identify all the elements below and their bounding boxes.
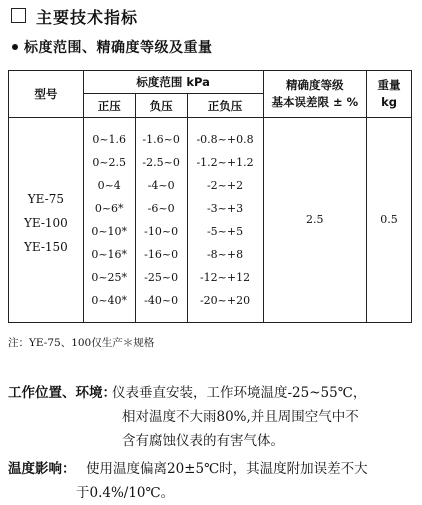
header-weight [367,71,412,118]
compound-range: -12~+12 [199,271,251,285]
negative-cell [135,118,187,323]
negative-range: -16~0 [144,248,179,262]
positive-cell [83,118,135,323]
header-weight-line1: 重量 [377,78,401,92]
negative-range: -1.6~0 [142,132,180,146]
positive-range: 0~40* [91,294,128,308]
work-label: 工作位置、环境： [8,385,116,401]
compound-list [188,128,263,313]
work-line1: 仪表垂直安装，工作环境温度-25~55℃， [112,385,367,401]
weight-value: 0.5 [367,118,412,323]
positive-range: 0~4 [97,178,121,192]
positive-range: 0~25* [91,271,128,285]
model-cell [9,118,84,323]
negative-range: -25~0 [144,271,179,285]
negative-range: -6~0 [147,201,175,215]
positive-range: 0~1.6 [92,132,127,146]
compound-range: -3~+3 [206,201,244,215]
header-weight-line2: kg [381,95,397,109]
compound-range: -0.8~+0.8 [196,132,254,146]
compound-range: -1.2~+1.2 [196,155,254,169]
negative-range: -10~0 [144,225,179,238]
temp-line1: 使用温度偏离20±5℃时，其温度附加误差不大 [86,461,368,477]
negative-range: -2.5~0 [142,155,180,169]
model-name: YE-75 [27,192,64,206]
header-negative: 负压 [135,94,187,118]
model-name: YE-150 [23,240,68,254]
model-list [9,181,83,259]
note: 注：YE-75、100仅生产＊规格 [8,337,155,349]
header-model: 型号 [9,71,84,118]
bullet-icon [12,44,18,50]
compound-cell [187,118,263,323]
compound-range: -2~+2 [206,178,244,192]
positive-range: 0~2.5 [92,155,127,169]
section-heading: 主要技术指标 [36,8,139,27]
compound-range: -20~+20 [199,294,251,308]
positive-range: 0~16* [91,248,128,262]
positive-list [84,128,135,313]
work-line2: 相对温度不大雨80%,并且周围空气中不 [122,409,359,425]
checkbox-icon[interactable] [11,8,26,23]
accuracy-value: 2.5 [263,118,367,323]
header-positive: 正压 [83,94,135,118]
compound-range: -5~+5 [206,225,244,238]
negative-list [136,128,187,313]
temp-line2: 于0.4%/10℃。 [76,485,175,501]
header-compound: 正负压 [187,94,263,118]
model-name: YE-100 [23,216,68,230]
subsection-heading: 标度范围、精确度等级及重量 [24,40,213,56]
header-accuracy [263,71,367,118]
header-accuracy-line1: 精确度等级 [286,78,344,92]
negative-range: -40~0 [144,294,179,308]
header-range: 标度范围 kPa [83,71,263,94]
header-accuracy-line2: 基本误差限 ± % [271,95,359,109]
negative-range: -4~0 [147,178,175,192]
positive-range: 0~10* [91,225,128,238]
positive-range: 0~6* [94,201,124,215]
spec-table [8,70,412,323]
compound-range: -8~+8 [206,248,244,262]
work-line3: 含有腐蚀仪表的有害气体。 [122,433,284,449]
temp-label: 温度影响： [8,461,76,477]
